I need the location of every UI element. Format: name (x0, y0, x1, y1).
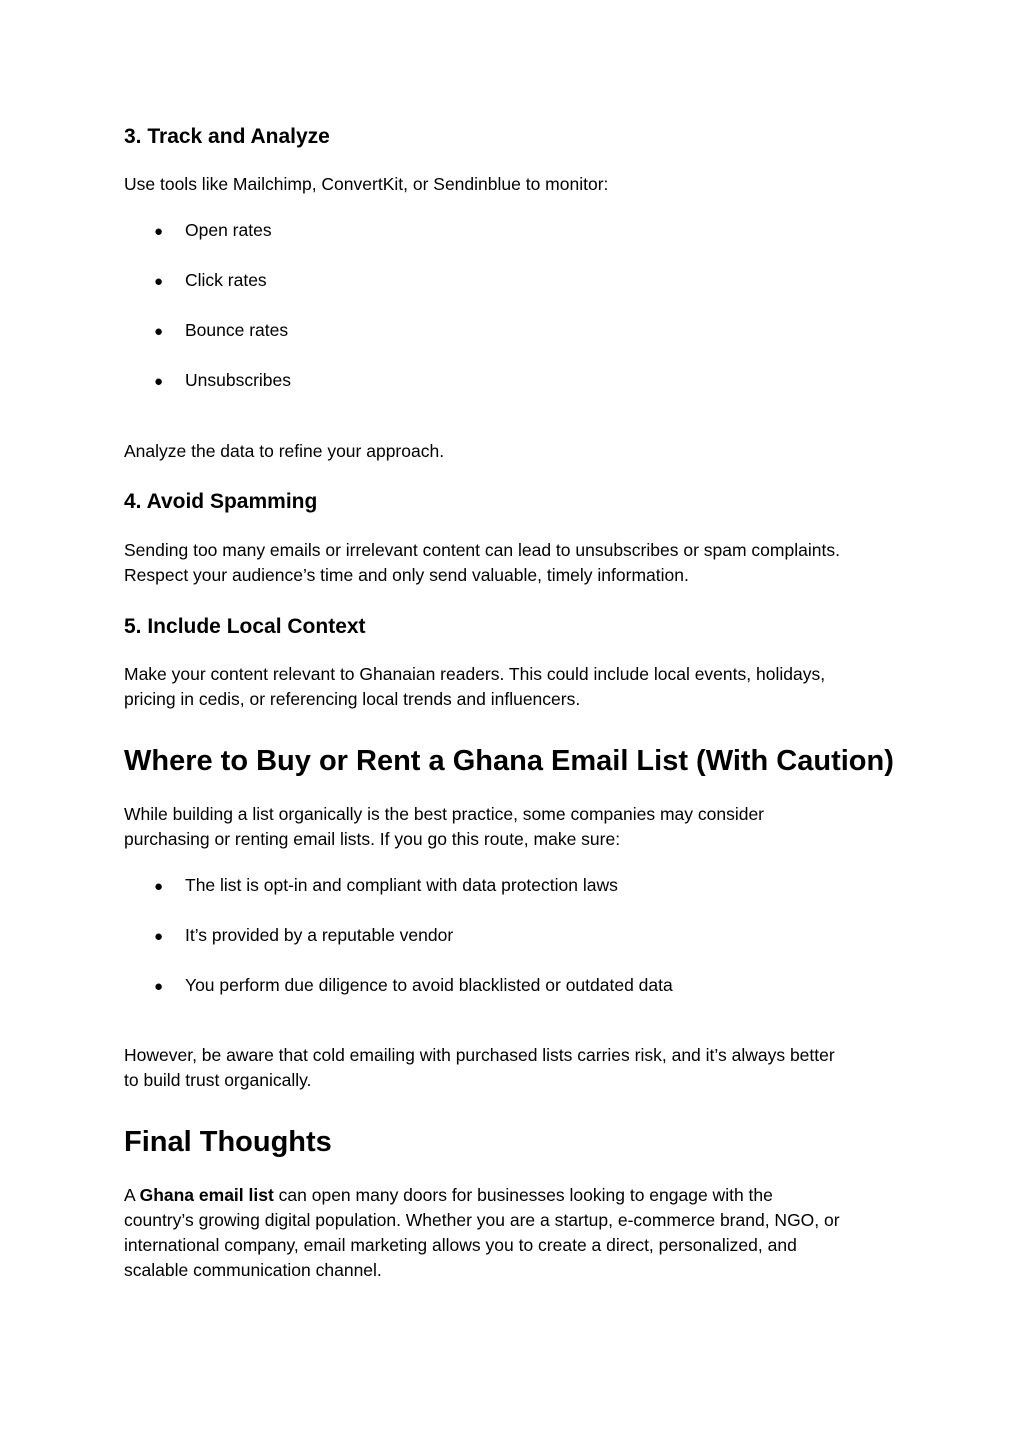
paragraph-local-line-1: Make your content relevant to Ghanaian readers. This could include local events, holidays, (124, 664, 826, 684)
final-rest: can open many doors for businesses looking to engage with the (273, 1185, 773, 1205)
paragraph-track-intro: Use tools like Mailchimp, ConvertKit, or Sendinblue to monitor: (124, 174, 609, 194)
list-item (154, 873, 618, 899)
paragraph-buy-outro-2: to build trust organically. (124, 1070, 312, 1090)
heading-local-context: 5. Include Local Context (124, 615, 366, 638)
final-prefix: A (124, 1185, 140, 1205)
heading-final-thoughts: Final Thoughts (124, 1126, 332, 1158)
document-page (124, 0, 914, 1446)
list-item-text: Unsubscribes (185, 370, 292, 390)
paragraph-spam-line-1: Sending too many emails or irrelevant content can lead to unsubscribes or spam complaints. (124, 540, 840, 560)
paragraph-buy-line-2: purchasing or renting email lists. If you go this route, make sure: (124, 829, 621, 849)
paragraph-local-line-2: pricing in cedis, or referencing local trends and influencers. (124, 689, 581, 709)
bullet-icon: ● (154, 323, 164, 340)
paragraph-buy-line-1: While building a list organically is the best practice, some companies may consider (124, 804, 765, 824)
list-item-text: The list is opt-in and compliant with data protection laws (185, 875, 618, 895)
heading-track-analyze: 3. Track and Analyze (124, 125, 330, 148)
paragraph-final-line-3: international company, email marketing allows you to create a direct, personalized, and (124, 1235, 797, 1255)
list-item (154, 318, 288, 344)
list-item-text: Click rates (185, 270, 267, 290)
list-item-text: It’s provided by a reputable vendor (185, 925, 454, 945)
heading-where-to-buy: Where to Buy or Rent a Ghana Email List (With Caution) (124, 745, 894, 777)
list-item (154, 368, 291, 394)
heading-avoid-spamming: 4. Avoid Spamming (124, 490, 318, 513)
final-bold-term: Ghana email list (139, 1185, 274, 1205)
paragraph-final-line-4: scalable communication channel. (124, 1260, 382, 1280)
bullet-icon: ● (154, 928, 164, 945)
paragraph-final-line-1 (124, 1183, 773, 1208)
list-item (154, 268, 267, 294)
paragraph-track-outro: Analyze the data to refine your approach. (124, 441, 445, 461)
list-item-text: Open rates (185, 220, 272, 240)
paragraph-spam-line-2: Respect your audience’s time and only send valuable, timely information. (124, 565, 689, 585)
paragraph-final-line-2: country’s growing digital population. Whether you are a startup, e-commerce brand, NGO, or (124, 1210, 840, 1230)
bullet-icon: ● (154, 273, 164, 290)
list-item-text: You perform due diligence to avoid blacklisted or outdated data (185, 975, 673, 995)
bullet-icon: ● (154, 373, 164, 390)
list-item (154, 973, 673, 999)
paragraph-buy-outro-1: However, be aware that cold emailing with purchased lists carries risk, and it’s always better (124, 1045, 835, 1065)
list-item-text: Bounce rates (185, 320, 289, 340)
list-item (154, 923, 453, 949)
bullet-icon: ● (154, 878, 164, 895)
list-item (154, 218, 272, 244)
bullet-icon: ● (154, 223, 164, 240)
bullet-icon: ● (154, 978, 164, 995)
